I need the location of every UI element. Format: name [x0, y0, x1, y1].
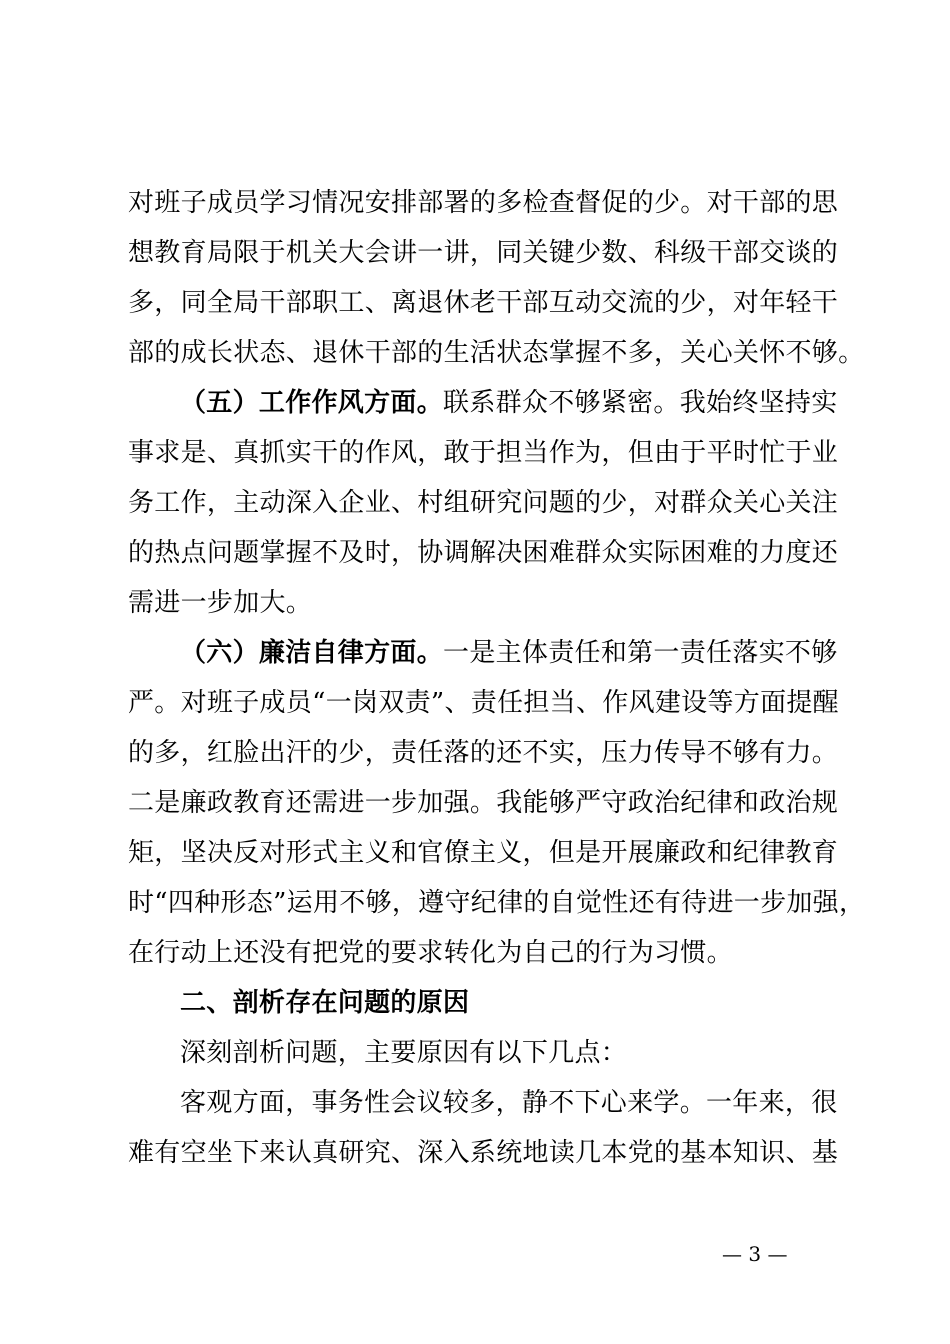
line-text: 二是廉政教育还需进一步加强。我能够严守政治纪律和政治规 — [128, 788, 839, 818]
line-text: 事求是、真抓实干的作风，敢于担当作为，但由于平时忙于业 — [128, 438, 839, 468]
page-number: — 3 — — [722, 1242, 788, 1266]
line-text: 时“四种形态”运用不够，遵守纪律的自觉性还有待进一步加强， — [128, 888, 866, 918]
section-heading-causes — [180, 983, 469, 1023]
heading-text: 二、剖析存在问题的原因 — [180, 988, 470, 1018]
body-line-4 — [128, 333, 864, 373]
body-line-12 — [128, 733, 838, 773]
body-line-9 — [128, 583, 312, 623]
body-line-6 — [128, 433, 838, 473]
body-line-16 — [128, 933, 733, 973]
line-text: 的热点问题掌握不及时，协调解决困难群众实际困难的力度还 — [128, 538, 839, 568]
body-line-2 — [128, 233, 838, 273]
line-text: 对班子成员学习情况安排部署的多检查督促的少。对干部的思 — [128, 188, 839, 218]
section-five-line — [180, 383, 838, 423]
line-text: 需进一步加大。 — [128, 588, 313, 618]
line-text: 想教育局限于机关大会讲一讲，同关键少数、科级干部交谈的 — [128, 238, 839, 268]
line-text: 深刻剖析问题，主要原因有以下几点： — [180, 1038, 628, 1068]
line-text: 严。对班子成员“一岗双责”、责任担当、作风建设等方面提醒 — [128, 688, 839, 718]
line-text: 一是主体责任和第一责任落实不够 — [443, 638, 838, 668]
line-text: 的多，红脸出汗的少，责任落的还不实，压力传导不够有力。 — [128, 738, 839, 768]
body-line-3 — [128, 283, 838, 323]
line-text: 务工作，主动深入企业、村组研究问题的少，对群众关心关注 — [128, 488, 839, 518]
body-line-20 — [128, 1133, 838, 1173]
line-text: 多，同全局干部职工、离退休老干部互动交流的少，对年轻干 — [128, 288, 839, 318]
line-text: 客观方面，事务性会议较多，静不下心来学。一年来，很 — [180, 1088, 838, 1118]
body-line-13 — [128, 783, 838, 823]
line-text: 矩，坚决反对形式主义和官僚主义，但是开展廉政和纪律教育 — [128, 838, 839, 868]
body-line-15 — [128, 883, 865, 923]
section-six-heading: （六）廉洁自律方面。 — [180, 638, 444, 668]
line-text: 部的成长状态、退休干部的生活状态掌握不多，关心关怀不够。 — [128, 338, 865, 368]
line-text: 联系群众不够紧密。我始终坚持实 — [443, 388, 838, 418]
body-line-7 — [128, 483, 838, 523]
section-six-line — [180, 633, 838, 673]
body-line-8 — [128, 533, 838, 573]
body-line-19 — [180, 1083, 838, 1123]
body-line-1 — [128, 183, 838, 223]
section-five-heading: （五）工作作风方面。 — [180, 388, 444, 418]
body-line-18 — [180, 1033, 627, 1073]
line-text: 在行动上还没有把党的要求转化为自己的行为习惯。 — [128, 938, 733, 968]
body-line-11 — [128, 683, 839, 723]
line-text: 难有空坐下来认真研究、深入系统地读几本党的基本知识、基 — [128, 1138, 839, 1168]
body-line-14 — [128, 833, 838, 873]
